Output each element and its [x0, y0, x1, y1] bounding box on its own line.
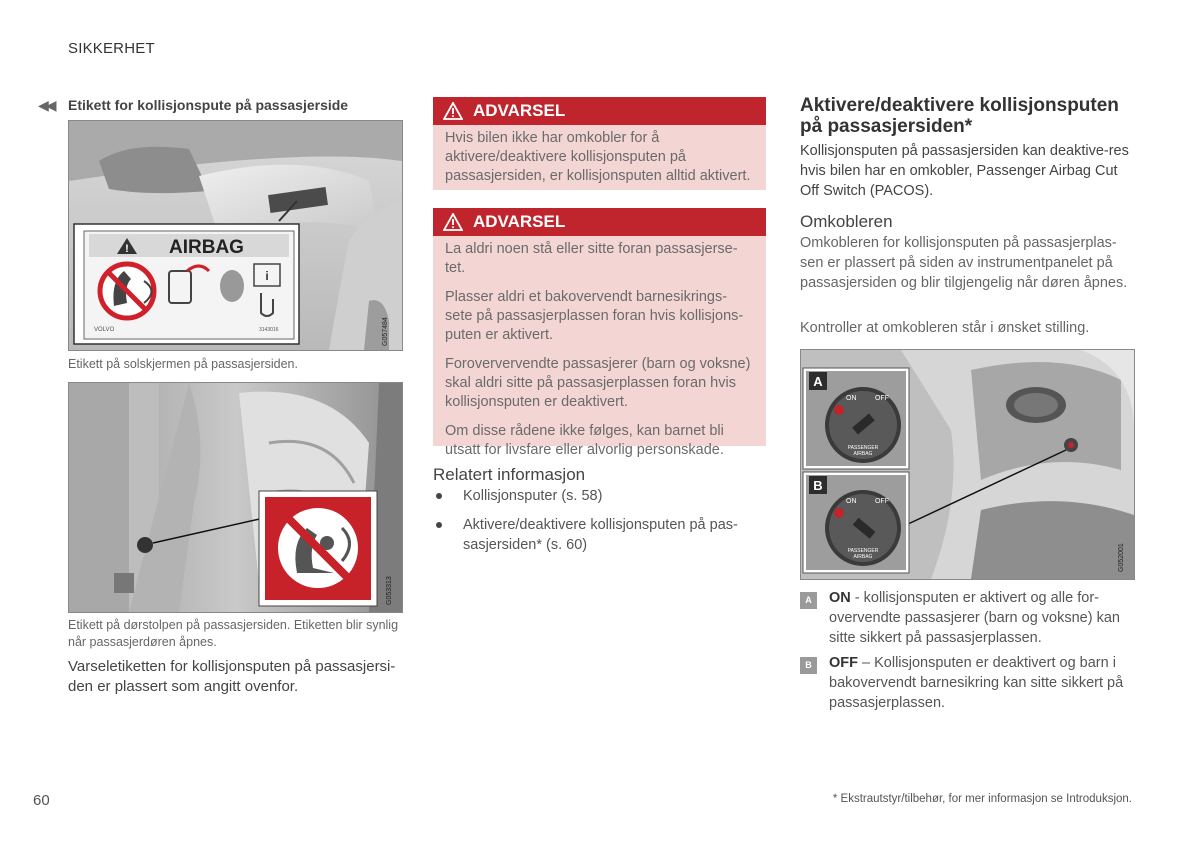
legend-item-off [800, 653, 1135, 713]
warning-header-2 [433, 208, 766, 236]
warning-header-1 [433, 97, 766, 125]
caption-sun-visor: Etikett på solskjermen på passasjersiden. [68, 357, 298, 371]
pacos-switch-photo [800, 349, 1135, 580]
section-title: Etikett for kollisjonspute på passasjerside [68, 97, 349, 113]
bullet-icon [436, 522, 442, 528]
warning2-paragraph-3: Foroververvendte passasjerer (barn og voksne) skal aldri sitte på passasjerplassen foran hvis kollisjonsputen er deaktivert. [445, 356, 751, 410]
svg-text:OFF: OFF [875, 498, 889, 505]
warning-box-1 [433, 97, 766, 190]
right-intro: Kollisjonsputen på passasjersiden kan deaktive-res hvis bilen har en omkobler, Passenger Airbag Cut Off Switch (PACOS). [800, 143, 1129, 199]
svg-text:!: ! [125, 243, 129, 255]
legend-badge-a: A [800, 592, 817, 609]
right-paragraph-1: Omkobleren for kollisjonsputen på passasjerplas-sen er plassert på siden av instrumentpanelet på passasjersiden og blir tilgjengelig når døren åpnes. [800, 235, 1128, 291]
label-airbag-text: AIRBAG [169, 237, 244, 258]
svg-text:i: i [265, 269, 269, 283]
warning2-paragraph-2: Plasser aldri et bakovervendt barnesikrings-sete på passasjerplassen foran hvis kollisjons-puten er aktivert. [445, 289, 744, 343]
right-title: Aktivere/deaktivere kollisjonsputen på passasjersiden* [800, 95, 1119, 137]
related-link-label[interactable]: Aktivere/deaktivere kollisjonsputen på pas-sasjersiden* (s. 60) [463, 517, 738, 553]
warning-triangle-icon [443, 102, 463, 120]
svg-text:G057484: G057484 [382, 317, 389, 346]
svg-text:AIRBAG: AIRBAG [853, 554, 873, 560]
pacos-switch-illustration [801, 350, 1134, 579]
page-header-title: SIKKERHET [68, 40, 155, 57]
svg-text:AIRBAG: AIRBAG [853, 451, 873, 457]
warning-title-1: ADVARSEL [473, 101, 566, 120]
svg-text:PASSENGER: PASSENGER [847, 445, 879, 451]
legend-text-on: - kollisjonsputen er aktivert og alle for-overvendte passasjerer (barn og voksne) kan sitte sikkert på passasjerplassen. [829, 590, 1120, 646]
back-arrows-icon[interactable]: ◀◀ [38, 97, 54, 113]
svg-text:ON: ON [846, 498, 857, 505]
warning2-paragraph-1: La aldri noen stå eller sitte foran passasjerse-tet. [445, 241, 738, 276]
sun-visor-illustration [69, 121, 402, 350]
legend-item-on [800, 588, 1135, 648]
door-pillar-photo [68, 382, 403, 613]
warning-box-2 [433, 208, 766, 458]
svg-text:G052001: G052001 [1118, 543, 1125, 572]
legend-key-off: OFF [829, 655, 858, 671]
door-pillar-illustration [69, 383, 402, 612]
svg-text:VOLVO: VOLVO [94, 327, 115, 333]
related-info-list [433, 486, 763, 564]
footnote: * Ekstrautstyr/tilbehør, for mer informasjon se Introduksjon. [832, 793, 1132, 805]
related-link-2[interactable] [433, 515, 763, 555]
related-info-heading: Relatert informasjon [433, 465, 586, 484]
right-paragraph-2: Kontroller at omkobleren står i ønsket stilling. [800, 320, 1090, 336]
page-number: 60 [33, 792, 50, 809]
svg-text:ON: ON [846, 395, 857, 402]
svg-text:PASSENGER: PASSENGER [847, 548, 879, 554]
warning2-paragraph-4: Om disse rådene ikke følges, kan barnet bli utsatt for livsfare eller alvorlig personskade. [445, 423, 724, 458]
caption-door-pillar: Etikett på dørstolpen på passasjersiden. Etiketten blir synlig når passasjerdøren åpnes. [68, 618, 399, 649]
warning-triangle-icon [443, 213, 463, 231]
svg-text:G053313: G053313 [386, 576, 393, 605]
bullet-icon [436, 493, 442, 499]
related-link-1[interactable] [433, 486, 763, 506]
svg-text:A: A [813, 374, 823, 389]
svg-text:OFF: OFF [875, 395, 889, 402]
warning-title-2: ADVARSEL [473, 212, 566, 231]
legend-key-on: ON [829, 590, 851, 606]
svg-text:B: B [813, 478, 823, 493]
related-link-label[interactable]: Kollisjonsputer (s. 58) [463, 488, 603, 504]
left-body-text: Varseletiketten for kollisjonsputen på passasjersi-den er plassert som angitt ovenfor. [68, 658, 396, 695]
legend-text-off: – Kollisjonsputen er deaktivert og barn i bakovervendt barnesikring kan sitte sikkert på passasjerplassen. [829, 655, 1124, 711]
right-subtitle: Omkobleren [800, 212, 893, 231]
svg-text:3143016: 3143016 [259, 327, 279, 333]
sun-visor-photo [68, 120, 403, 351]
legend-badge-b: B [800, 657, 817, 674]
warning-text-1: Hvis bilen ikke har omkobler for å aktivere/deaktivere kollisjonsputen på passasjersiden, er kollisjonsputen alltid aktivert. [445, 130, 751, 184]
